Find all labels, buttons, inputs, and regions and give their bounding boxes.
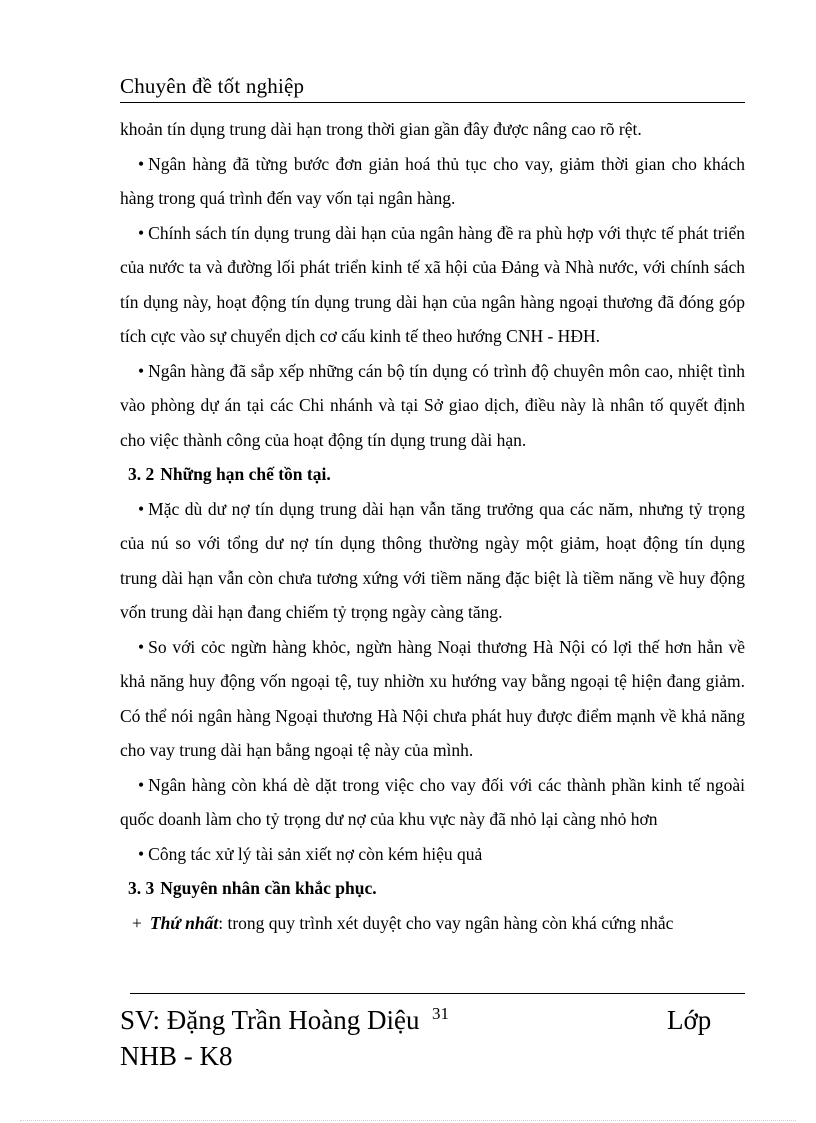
item-lead: Thứ nhất bbox=[149, 912, 219, 933]
bullet-text: Ngân hàng còn khá dè dặt trong việc cho vay đối với các thành phần kinh tế ngoài quốc doanh làm cho tỷ trọng dư nợ của khu vực này đã nhỏ lại càng nhỏ hơn bbox=[120, 774, 745, 829]
bullet-text: Ngân hàng đã từng bước đơn giản hoá thủ tục cho vay, giảm thời gian cho khách hàng trong quá trình đến vay vốn tại ngân hàng. bbox=[120, 153, 745, 208]
section-title: Nguyên nhân cần khắc phục. bbox=[160, 878, 377, 898]
paragraph-continuation: khoản tín dụng trung dài hạn trong thời gian gần đây được nâng cao rõ rệt. bbox=[120, 119, 642, 139]
bullet-text: Chính sách tín dụng trung dài hạn của ngân hàng đề ra phù hợp với thực tế phát triển của nước ta và đường lối phát triển kinh tế xã hội của Đảng và Nhà nước, với chính sách tín dụng này, hoạt động tín dụng trung dài hạn của ngân hàng ngoại thương đã đóng góp tích cực vào sự chuyển dịch cơ cấu kinh tế theo hướng CNH - HĐH. bbox=[120, 222, 745, 346]
bullet-paragraph-procedures bbox=[120, 147, 745, 216]
section-heading-3-2 bbox=[120, 457, 745, 492]
page-header-title: Chuyên đề tốt nghiệp bbox=[120, 74, 305, 98]
section-title: Những hạn chế tồn tại. bbox=[160, 464, 331, 484]
bullet-text: Mặc dù dư nợ tín dụng trung dài hạn vẫn tăng trưởng qua các năm, nhưng tỷ trọng của nú so với tổng dư nợ tín dụng thông thường ngày một giảm, hoạt động tín dụng trung dài hạn vẫn còn chưa tương xứng với tiềm năng đặc biệt là tiềm năng về huy động vốn trung dài hạn đang chiếm tỷ trọng ngày càng tăng. bbox=[120, 498, 745, 622]
footer-class-value: NHB - K8 bbox=[120, 1041, 233, 1071]
bullet-text: Công tác xử lý tài sản xiết nợ còn kém hiệu quả bbox=[148, 843, 483, 864]
page-bottom-border bbox=[20, 1120, 796, 1121]
bullet-text: So với cỏc ngừn hàng khỏc, ngừn hàng Noại thương Hà Nội có lợi thế hơn hẳn về khả năng huy động vốn ngoại tệ, tuy nhiờn xu hướng vay bằng ngoại tệ hiện đang giảm. Có thể nói ngân hàng Ngoại thương Hà Nội chưa phát huy được điểm mạnh về khả năng cho vay trung dài hạn bằng ngoại tệ này của mình. bbox=[120, 636, 745, 760]
document-body bbox=[120, 112, 745, 940]
bullet-paragraph-foreign-currency bbox=[120, 630, 745, 768]
bullet-paragraph-growth bbox=[120, 492, 745, 630]
footer-author: SV: Đặng Trần Hoàng Diệu bbox=[120, 1005, 420, 1035]
bullet-paragraph-policy bbox=[120, 216, 745, 354]
page-number: 31 bbox=[432, 1004, 449, 1023]
bullet-paragraph-staff bbox=[120, 354, 745, 458]
bullet-text: Ngân hàng đã sắp xếp những cán bộ tín dụng có trình độ chuyên môn cao, nhiệt tình vào phòng dự án tại các Chi nhánh và tại Sở giao dịch, điều này là nhân tố quyết định cho việc thành công của hoạt động tín dụng trung dài hạn. bbox=[120, 360, 745, 450]
bullet-paragraph-collateral bbox=[120, 837, 745, 872]
plus-marker: + bbox=[132, 912, 142, 933]
footer-class-label: Lớp bbox=[667, 1005, 712, 1035]
footer-divider bbox=[130, 993, 745, 994]
section-number: 3. 3 bbox=[128, 878, 155, 898]
item-text: : trong quy trình xét duyệt cho vay ngân hàng còn khá cứng nhắc bbox=[218, 912, 674, 933]
header-divider bbox=[120, 102, 745, 103]
bullet-paragraph-non-state bbox=[120, 768, 745, 837]
section-heading-3-3 bbox=[120, 871, 745, 906]
section-number: 3. 2 bbox=[128, 464, 155, 484]
plus-list-item bbox=[120, 906, 745, 941]
